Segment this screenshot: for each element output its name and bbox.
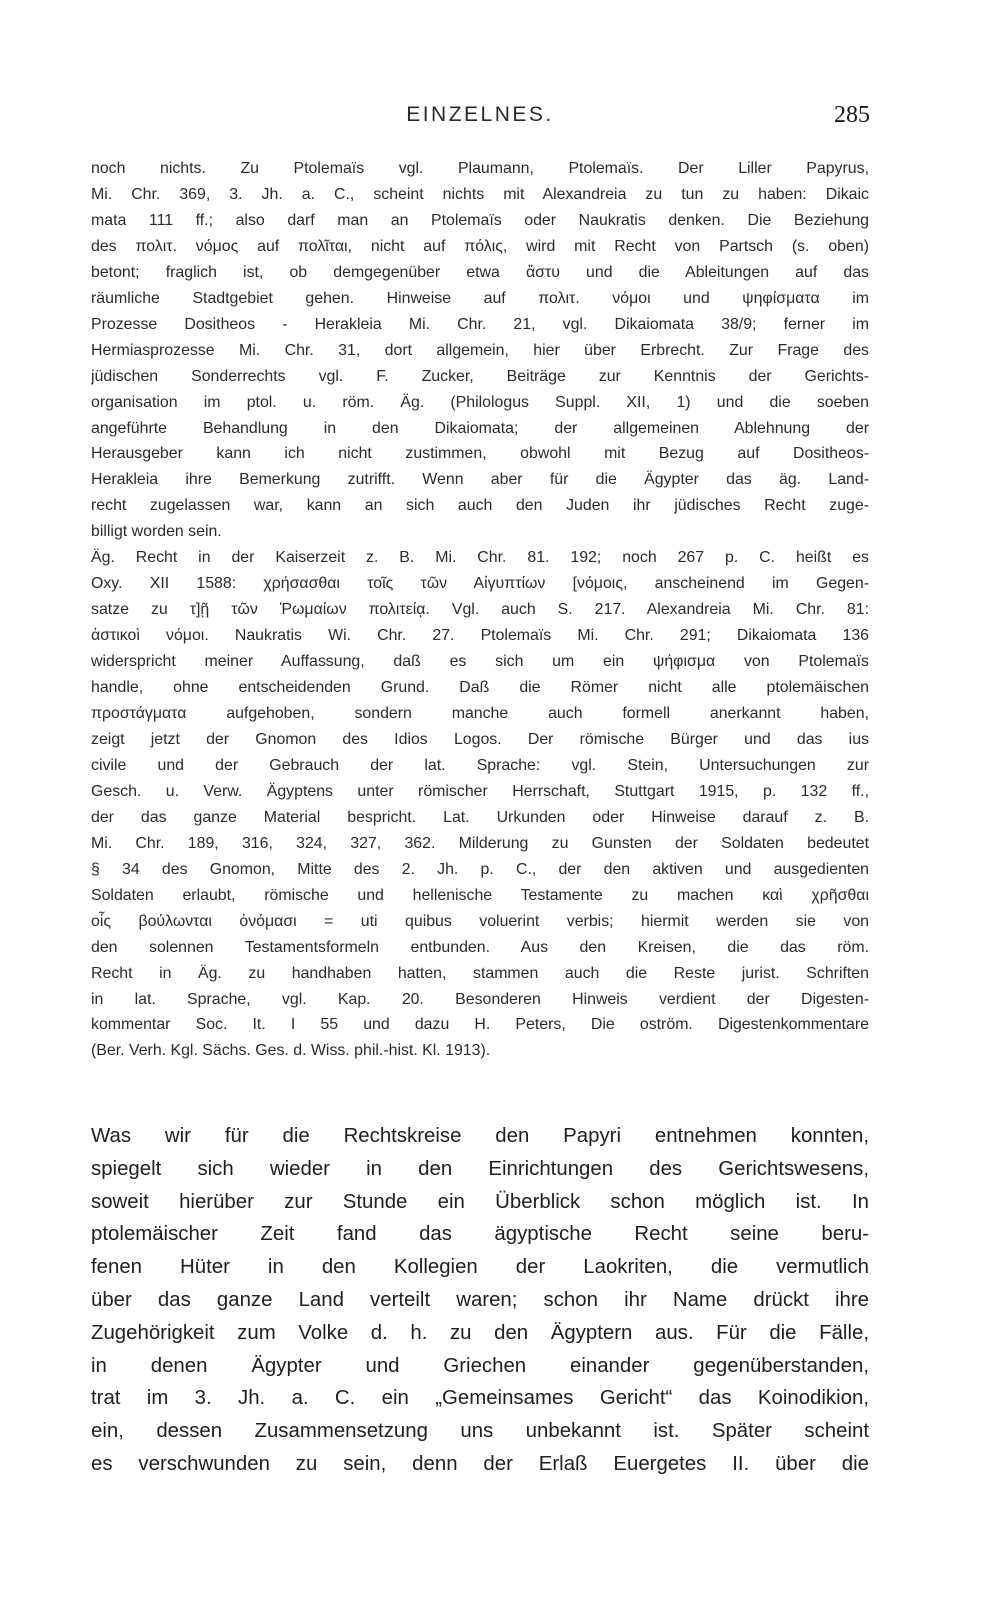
footnote-line: (Ber. Verh. Kgl. Sächs. Ges. d. Wiss. phil.-hist. Kl. 1913).: [91, 1042, 491, 1060]
running-header: [90, 103, 870, 135]
footnote-line: zeigt jetzt der Gnomon des Idios Logos. Der römische Bürger und das ius: [91, 730, 869, 748]
running-title: EINZELNES.: [406, 103, 554, 126]
footnote-line: billigt worden sein.: [91, 523, 222, 541]
footnote-line: mata 111 ff.; also darf man an Ptolemaïs oder Naukratis denken. Die Beziehung: [91, 211, 869, 229]
footnote-line: οἷς βούλωνται ὀνόμασι = uti quibus voluerint verbis; hiermit werden sie von: [91, 912, 869, 930]
main-text-block: [91, 1120, 869, 1481]
footnote-line: Oxy. XII 1588: χρήσασθαι τοῖς τῶν Αἰγυπτίων [νόμοις, anscheinend im Gegen-: [91, 575, 869, 593]
footnote-line: betont; fraglich ist, ob demgegenüber etwa ἄστυ und die Ableitungen auf das: [91, 263, 869, 281]
main-text-line: Zugehörigkeit zum Volke d. h. zu den Ägyptern aus. Für die Fälle,: [91, 1321, 869, 1344]
footnote-line: Hermiasprozesse Mi. Chr. 31, dort allgemein, hier über Erbrecht. Zur Frage des: [91, 341, 869, 359]
footnote-line: organisation im ptol. u. röm. Äg. (Philologus Suppl. XII, 1) und die soeben: [91, 393, 869, 411]
main-text-line: trat im 3. Jh. a. C. ein „Gemeinsames Gericht“ das Koinodikion,: [91, 1387, 869, 1410]
footnote-line: Äg. Recht in der Kaiserzeit z. B. Mi. Chr. 81. 192; noch 267 p. C. heißt es: [91, 549, 869, 567]
footnote-line: satze zu τ]ῇ τῶν Ῥωμαίων πολιτείᾳ. Vgl. auch S. 217. Alexandreia Mi. Chr. 81:: [91, 601, 869, 619]
footnote-line: kommentar Soc. It. I 55 und dazu H. Peters, Die oström. Digestenkommentare: [91, 1016, 869, 1034]
footnote-line: Prozesse Dositheos - Herakleia Mi. Chr. 21, vgl. Dikaiomata 38/9; ferner im: [91, 315, 869, 333]
footnote-line: Herakleia ihre Bemerkung zutrifft. Wenn aber für die Ägypter das äg. Land-: [91, 471, 869, 489]
footnote-line: Mi. Chr. 189, 316, 324, 327, 362. Milderung zu Gunsten der Soldaten bedeutet: [91, 834, 869, 852]
footnote-line: civile und der Gebrauch der lat. Sprache: vgl. Stein, Untersuchungen zur: [91, 756, 869, 774]
footnote-line: des πολιτ. νόμος auf πολῖται, nicht auf πόλις, wird mit Recht von Partsch (s. oben): [91, 237, 869, 255]
main-text-line: fenen Hüter in den Kollegien der Laokriten, die vermutlich: [91, 1256, 869, 1279]
main-text-line: Was wir für die Rechtskreise den Papyri entnehmen konnten,: [91, 1125, 869, 1147]
footnote-line: Recht in Äg. zu handhaben hatten, stammen auch die Reste jurist. Schriften: [91, 964, 869, 982]
main-text-line: es verschwunden zu sein, denn der Erlaß Euergetes II. über die: [91, 1452, 869, 1475]
footnote-line: προστάγματα aufgehoben, sondern manche auch formell anerkannt haben,: [91, 705, 869, 723]
footnote-line: noch nichts. Zu Ptolemaïs vgl. Plaumann, Ptolemaïs. Der Liller Papyrus,: [91, 160, 869, 177]
footnote-line: § 34 des Gnomon, Mitte des 2. Jh. p. C., der den aktiven und ausgedienten: [91, 860, 869, 878]
footnote-line: angeführte Behandlung in den Dikaiomata; der allgemeinen Ablehnung der: [91, 419, 869, 437]
footnote-line: handle, ohne entscheidenden Grund. Daß die Römer nicht alle ptolemäischen: [91, 679, 869, 697]
footnote-line: Herausgeber kann ich nicht zustimmen, obwohl mit Bezug auf Dositheos-: [91, 445, 869, 463]
footnote-line: recht zugelassen war, kann an sich auch den Juden ihr jüdisches Recht zuge-: [91, 497, 869, 515]
main-text-line: ptolemäischer Zeit fand das ägyptische Recht seine beru-: [91, 1223, 869, 1246]
footnote-line: ἀστικοὶ νόμοι. Naukratis Wi. Chr. 27. Ptolemaïs Mi. Chr. 291; Dikaiomata 136: [91, 627, 869, 645]
main-text-line: spiegelt sich wieder in den Einrichtungen des Gerichtswesens,: [91, 1157, 869, 1180]
page-number: 285: [834, 102, 870, 128]
main-text-line: in denen Ägypter und Griechen einander gegenüberstanden,: [91, 1354, 869, 1377]
footnote-line: jüdischen Sonderrechts vgl. F. Zucker, Beiträge zur Kenntnis der Gerichts-: [91, 367, 869, 385]
main-text-line: soweit hierüber zur Stunde ein Überblick schon möglich ist. In: [91, 1190, 869, 1213]
footnote-block: [91, 156, 869, 1064]
footnote-line: Mi. Chr. 369, 3. Jh. a. C., scheint nichts mit Alexandreia zu tun zu haben: Dikaic: [91, 185, 869, 203]
main-text-line: über das ganze Land verteilt waren; schon ihr Name drückt ihre: [91, 1288, 869, 1311]
footnote-line: der das ganze Material bespricht. Lat. Urkunden oder Hinweise darauf z. B.: [91, 808, 869, 826]
main-text-line: ein, dessen Zusammensetzung uns unbekannt ist. Später scheint: [91, 1420, 869, 1443]
footnote-line: den solennen Testamentsformeln entbunden. Aus den Kreisen, die das röm.: [91, 938, 869, 956]
footnote-line: Gesch. u. Verw. Ägyptens unter römischer Herrschaft, Stuttgart 1915, p. 132 ff.,: [91, 782, 869, 800]
footnote-line: Soldaten erlaubt, römische und hellenische Testamente zu machen καὶ χρῆσθαι: [91, 886, 869, 904]
footnote-line: räumliche Stadtgebiet gehen. Hinweise auf πολιτ. νόμοι und ψηφίσματα im: [91, 289, 869, 307]
footnote-line: widerspricht meiner Auffassung, daß es sich um ein ψήφισμα von Ptolemaïs: [91, 653, 869, 671]
footnote-line: in lat. Sprache, vgl. Kap. 20. Besonderen Hinweis verdient der Digesten-: [91, 990, 869, 1008]
